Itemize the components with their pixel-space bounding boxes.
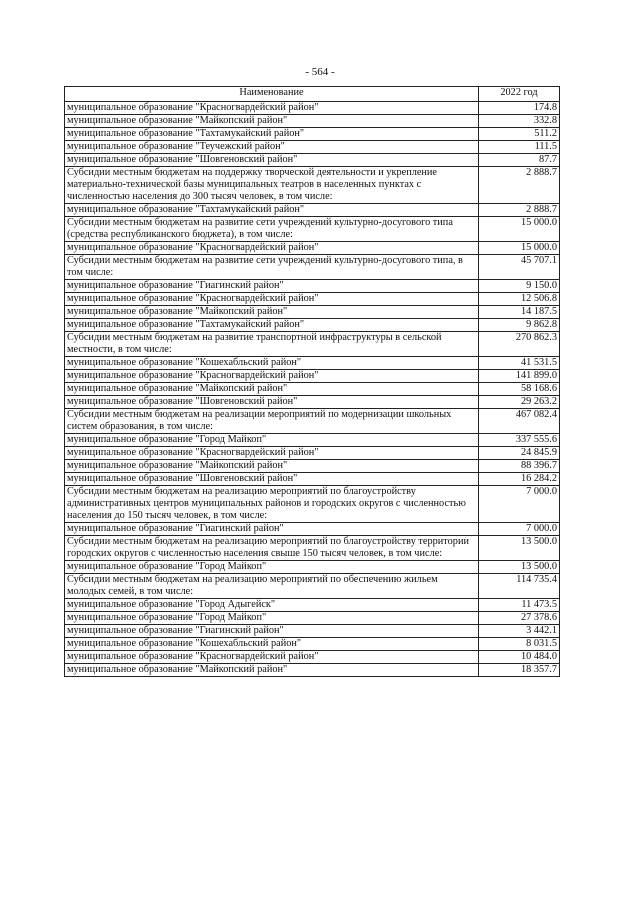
table-row (65, 154, 560, 167)
subsidy-table (64, 86, 560, 677)
row-value: 337 555.6 (479, 434, 560, 447)
table-row (65, 306, 560, 319)
row-name: муниципальное образование "Шовгеновский район" (65, 154, 479, 167)
row-value: 58 168.6 (479, 383, 560, 396)
table-row (65, 409, 560, 434)
row-name: муниципальное образование "Шовгеновский район" (65, 473, 479, 486)
row-value: 8 031.5 (479, 638, 560, 651)
row-name: Субсидии местным бюджетам на реализацию мероприятий по обеспечению жильем молодых семей, в том числе: (65, 574, 479, 599)
row-value: 41 531.5 (479, 357, 560, 370)
row-name: Субсидии местным бюджетам на реализации мероприятий по модернизации школьных систем образования, в том числе: (65, 409, 479, 434)
table-row (65, 447, 560, 460)
row-value: 2 888.7 (479, 167, 560, 204)
row-value: 13 500.0 (479, 536, 560, 561)
row-value: 9 150.0 (479, 280, 560, 293)
row-name: муниципальное образование "Кошехабльский район" (65, 357, 479, 370)
table-row (65, 115, 560, 128)
table-row (65, 664, 560, 677)
row-name: Субсидии местным бюджетам на развитие транспортной инфраструктуры в сельской местности, в том числе: (65, 332, 479, 357)
row-name: муниципальное образование "Гиагинский район" (65, 625, 479, 638)
row-name: муниципальное образование "Город Майкоп" (65, 434, 479, 447)
table-row (65, 486, 560, 523)
row-value: 141 899.0 (479, 370, 560, 383)
row-name: муниципальное образование "Красногвардейский район" (65, 447, 479, 460)
column-header-year: 2022 год (479, 87, 560, 102)
row-value: 174.8 (479, 102, 560, 115)
table-row (65, 651, 560, 664)
row-name: муниципальное образование "Майкопский район" (65, 306, 479, 319)
row-name: муниципальное образование "Майкопский район" (65, 115, 479, 128)
row-name: муниципальное образование "Гиагинский район" (65, 523, 479, 536)
table-row (65, 460, 560, 473)
row-value: 87.7 (479, 154, 560, 167)
table-row (65, 396, 560, 409)
row-name: муниципальное образование "Майкопский район" (65, 664, 479, 677)
row-name: муниципальное образование "Тахтамукайский район" (65, 128, 479, 141)
row-value: 15 000.0 (479, 217, 560, 242)
row-value: 16 284.2 (479, 473, 560, 486)
row-name: Субсидии местным бюджетам на развитие сети учреждений культурно-досугового типа (средства республиканского бюджета), в том числе: (65, 217, 479, 242)
row-value: 3 442.1 (479, 625, 560, 638)
row-value: 88 396.7 (479, 460, 560, 473)
row-value: 111.5 (479, 141, 560, 154)
table-row (65, 102, 560, 115)
row-value: 511.2 (479, 128, 560, 141)
row-value: 114 735.4 (479, 574, 560, 599)
table-row (65, 638, 560, 651)
row-name: муниципальное образование "Город Майкоп" (65, 561, 479, 574)
row-value: 15 000.0 (479, 242, 560, 255)
table-row (65, 434, 560, 447)
row-value: 27 378.6 (479, 612, 560, 625)
row-value: 270 862.3 (479, 332, 560, 357)
table-row (65, 612, 560, 625)
table-row (65, 293, 560, 306)
table-row (65, 167, 560, 204)
table-row (65, 574, 560, 599)
table-row (65, 625, 560, 638)
table-body (65, 102, 560, 677)
table-header-row (65, 87, 560, 102)
row-name: муниципальное образование "Красногвардейский район" (65, 242, 479, 255)
row-name: Субсидии местным бюджетам на поддержку творческой деятельности и укрепление материально-технической базы муниципальных театров в населенных пунктах с численностью населения до 300 тысяч человек, в том числе: (65, 167, 479, 204)
row-value: 24 845.9 (479, 447, 560, 460)
row-value: 7 000.0 (479, 523, 560, 536)
row-name: муниципальное образование "Красногвардейский район" (65, 370, 479, 383)
row-name: муниципальное образование "Тахтамукайский район" (65, 204, 479, 217)
row-value: 11 473.5 (479, 599, 560, 612)
row-value: 12 506.8 (479, 293, 560, 306)
row-value: 14 187.5 (479, 306, 560, 319)
row-value: 29 263.2 (479, 396, 560, 409)
row-value: 467 082.4 (479, 409, 560, 434)
table-row (65, 536, 560, 561)
row-value: 7 000.0 (479, 486, 560, 523)
row-name: муниципальное образование "Гиагинский район" (65, 280, 479, 293)
table-row (65, 319, 560, 332)
row-value: 9 862.8 (479, 319, 560, 332)
table-row (65, 561, 560, 574)
table-row (65, 523, 560, 536)
row-value: 18 357.7 (479, 664, 560, 677)
row-name: муниципальное образование "Шовгеновский район" (65, 396, 479, 409)
row-value: 332.8 (479, 115, 560, 128)
table-row (65, 204, 560, 217)
table-row (65, 242, 560, 255)
row-name: муниципальное образование "Красногвардейский район" (65, 651, 479, 664)
page-number: - 564 - (305, 66, 335, 78)
table-row (65, 473, 560, 486)
row-name: муниципальное образование "Город Майкоп" (65, 612, 479, 625)
row-value: 45 707.1 (479, 255, 560, 280)
row-name: Субсидии местным бюджетам на реализацию мероприятий по благоустройству территории городских округов с численностью населения свыше 150 тысяч человек, в том числе: (65, 536, 479, 561)
table-row (65, 141, 560, 154)
row-name: муниципальное образование "Красногвардейский район" (65, 293, 479, 306)
table-row (65, 370, 560, 383)
row-name: муниципальное образование "Майкопский район" (65, 460, 479, 473)
table-row (65, 255, 560, 280)
row-value: 13 500.0 (479, 561, 560, 574)
row-name: муниципальное образование "Город Адыгейск" (65, 599, 479, 612)
row-name: муниципальное образование "Красногвардейский район" (65, 102, 479, 115)
row-name: муниципальное образование "Кошехабльский район" (65, 638, 479, 651)
row-name: муниципальное образование "Тахтамукайский район" (65, 319, 479, 332)
table-row (65, 357, 560, 370)
row-value: 2 888.7 (479, 204, 560, 217)
row-name: Субсидии местным бюджетам на развитие сети учреждений культурно-досугового типа, в том числе: (65, 255, 479, 280)
table-row (65, 217, 560, 242)
row-value: 10 484.0 (479, 651, 560, 664)
row-name: муниципальное образование "Майкопский район" (65, 383, 479, 396)
table-row (65, 280, 560, 293)
table-row (65, 383, 560, 396)
column-header-name: Наименование (65, 87, 479, 102)
table-row (65, 128, 560, 141)
row-name: Субсидии местным бюджетам на реализацию мероприятий по благоустройству административных центров муниципальных районов и городских округов с численностью населения до 150 тысяч человек, в том числе: (65, 486, 479, 523)
table-row (65, 332, 560, 357)
row-name: муниципальное образование "Теучежский район" (65, 141, 479, 154)
table-row (65, 599, 560, 612)
